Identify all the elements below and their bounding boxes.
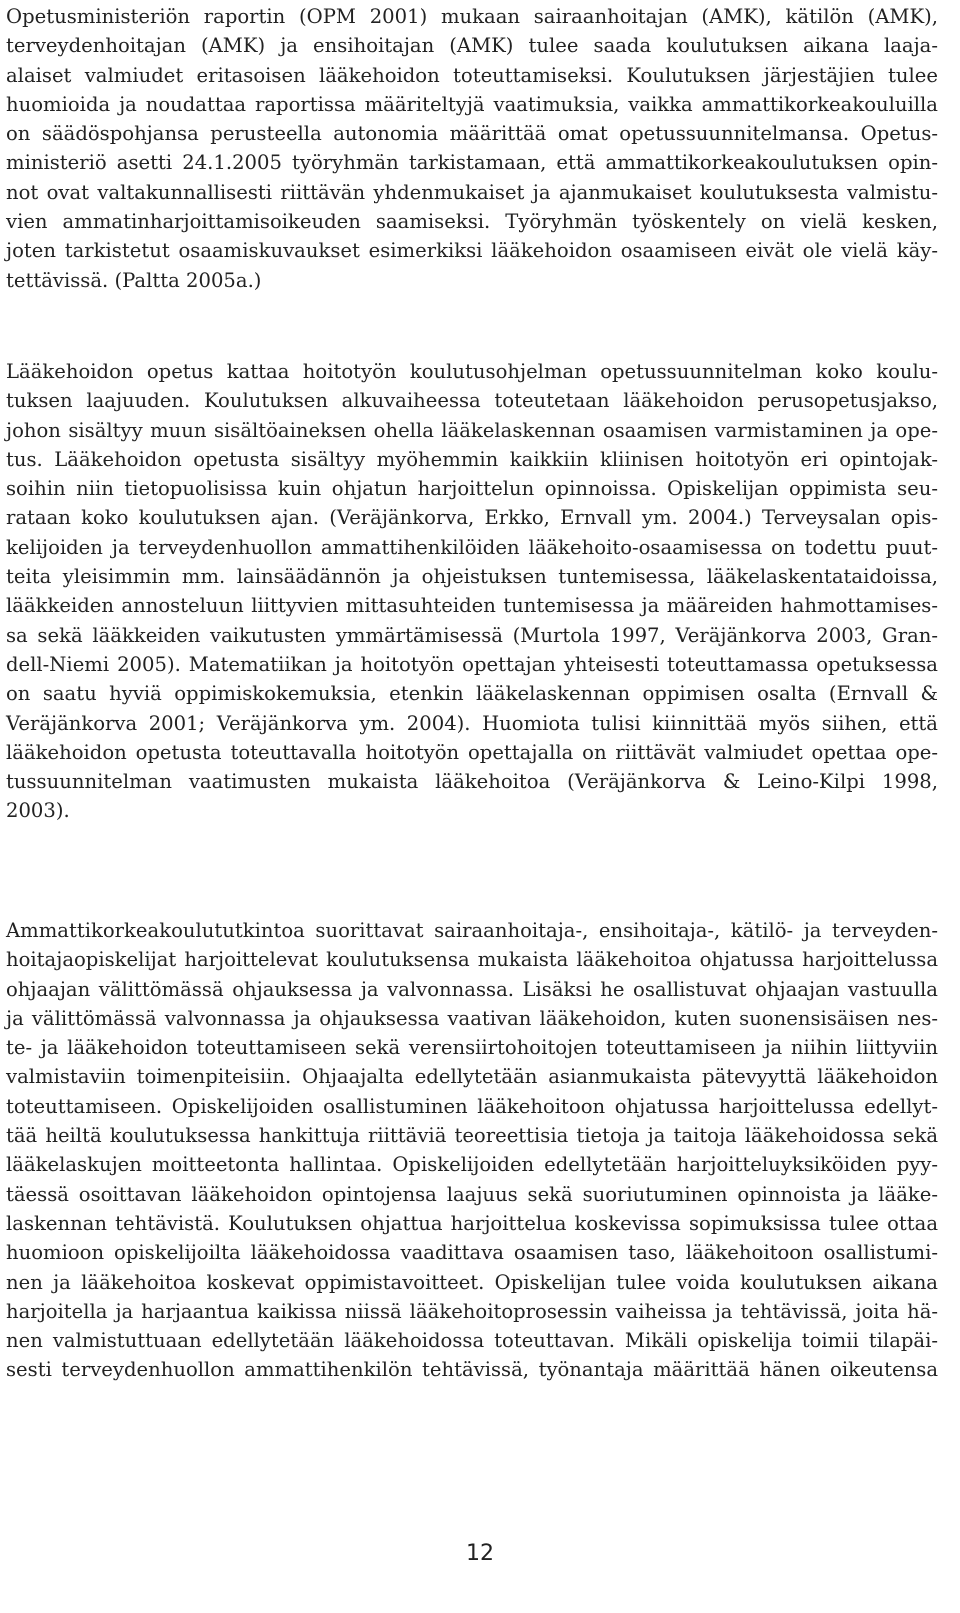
text-line: Ammattikorkeakoulututkintoa suorittavat sairaanhoitaja-, ensihoitaja-, kätilö- ja terveyden- [6, 919, 938, 942]
text-line: lääkkeiden annosteluun liittyvien mittasuhteiden tuntemisessa ja määreiden hahmottamises- [6, 594, 938, 618]
text-line: Lääkehoidon opetus kattaa hoitotyön koulutusohjelman opetussuunnitelman koko koulu- [6, 360, 938, 383]
text-line: lääkelaskujen moitteetonta hallintaa. Opiskelijoiden edellytetään harjoitteluyksiköiden pyy- [6, 1153, 938, 1177]
text-line: johon sisältyy muun sisältöaineksen ohella lääkelaskennan osaamisen varmistaminen ja ope- [6, 418, 938, 442]
text-line: kelijoiden ja terveydenhuollon ammattihenkilöiden lääkehoito-osaamisessa on todettu puut- [6, 535, 938, 559]
text-line: huomioon opiskelijoilta lääkehoidossa vaadittava osaamisen taso, lääkehoitoon osallistumi- [6, 1241, 938, 1265]
text-line: ministeriö asetti 24.1.2005 työryhmän tarkistamaan, että ammattikorkeakoulutuksen opin- [6, 151, 938, 175]
text-line: te- ja lääkehoidon toteuttamiseen sekä verensiirtohoitojen toteuttamiseen ja niihin liittyviin [6, 1036, 938, 1060]
text-line: terveydenhoitajan (AMK) ja ensihoitajan (AMK) tulee saada koulutuksen aikana laaja- [6, 34, 938, 58]
text-line: harjoitella ja harjaantua kaikissa niissä lääkehoitoprosessin vaiheissa ja tehtävissä, joita hä- [6, 1299, 938, 1323]
text-line: teita yleisimmin mm. lainsäädännön ja ohjeistuksen tuntemisessa, lääkelaskentataidoissa, [6, 565, 938, 589]
text-line: on saatu hyviä oppimiskokemuksia, etenkin lääkelaskennan oppimisen osalta (Ernvall & [6, 682, 938, 706]
text-line: rataan koko koulutuksen ajan. (Veräjänkorva, Erkko, Ernvall ym. 2004.) Terveysalan opis- [6, 506, 938, 530]
text-line: tussuunnitelman vaatimusten mukaista lääkehoitoa (Veräjänkorva & Leino-Kilpi 1998, [6, 770, 938, 794]
text-line: on säädöspohjansa perusteella autonomia määrittää omat opetussuunnitelmansa. Opetus- [6, 122, 938, 146]
text-line: tää heiltä koulutuksessa hankittuja riittäviä teoreettisia tietoja ja taitoja lääkehoidossa sekä [6, 1124, 938, 1148]
text-line: tuksen laajuuden. Koulutuksen alkuvaiheessa toteutetaan lääkehoidon perusopetusjakso, [6, 389, 938, 413]
paragraph-3 [6, 916, 938, 1385]
page-number: 12 [466, 1541, 494, 1566]
text-line: huomioida ja noudattaa raportissa määriteltyjä vaatimuksia, vaikka ammattikorkeakouluilla [6, 92, 938, 116]
text-line: lääkehoidon opetusta toteuttavalla hoitotyön opettajalla on riittävät valmiudet opettaa ope- [6, 740, 938, 764]
text-line: Opetusministeriön raportin (OPM 2001) mukaan sairaanhoitajan (AMK), kätilön (AMK), [6, 5, 938, 28]
paragraph-2 [6, 357, 938, 826]
text-line: tettävissä. (Paltta 2005a.) [6, 268, 262, 292]
text-line: Veräjänkorva 2001; Veräjänkorva ym. 2004). Huomiota tulisi kiinnittää myös siihen, että [6, 711, 938, 735]
text-line: 2003). [6, 799, 70, 823]
text-line: täessä osoittavan lääkehoidon opintojensa laajuus sekä suoriutuminen opinnoista ja lääke- [6, 1182, 938, 1206]
text-line: nen ja lääkehoitoa koskevat oppimistavoitteet. Opiskelijan tulee voida koulutuksen aikana [6, 1270, 938, 1294]
text-line: laskennan tehtävistä. Koulutuksen ohjattua harjoittelua koskevissa sopimuksissa tulee ottaa [6, 1211, 938, 1235]
text-line: ja välittömässä valvonnassa ja ohjauksessa vaativan lääkehoidon, kuten suonensisäisen nes- [6, 1006, 938, 1030]
text-line: hoitajaopiskelijat harjoittelevat koulutuksensa mukaista lääkehoitoa ohjatussa harjoittelussa [6, 948, 938, 972]
text-line: ohjaajan välittömässä ohjauksessa ja valvonnassa. Lisäksi he osallistuvat ohjaajan vastuulla [6, 977, 938, 1001]
text-line: not ovat valtakunnallisesti riittävän yhdenmukaiset ja ajanmukaiset koulutuksesta valmistu- [6, 180, 938, 204]
text-line: toteuttamiseen. Opiskelijoiden osallistuminen lääkehoitoon ohjatussa harjoittelussa edellyt- [6, 1094, 938, 1118]
text-line: soihin niin tietopuolisissa kuin ohjatun harjoittelun opinnoissa. Opiskelijan oppimista seu- [6, 477, 938, 501]
text-line: joten tarkistetut osaamiskuvaukset esimerkiksi lääkehoidon osaamiseen eivät ole vielä käy- [6, 239, 938, 263]
text-line: sa sekä lääkkeiden vaikutusten ymmärtämisessä (Murtola 1997, Veräjänkorva 2003, Gran- [6, 623, 938, 647]
text-line: dell-Niemi 2005). Matematiikan ja hoitotyön opettajan yhteisesti toteuttamassa opetuksessa [6, 652, 938, 676]
text-line: nen valmistuttuaan edellytetään lääkehoidossa toteuttavan. Mikäli opiskelija toimii tilapäi- [6, 1329, 938, 1353]
text-line: vien ammatinharjoittamisoikeuden saamiseksi. Työryhmän työskentely on vielä kesken, [6, 210, 938, 234]
text-line: sesti terveydenhuollon ammattihenkilön tehtävissä, työnantaja määrittää hänen oikeutensa [6, 1358, 938, 1382]
text-line: valmistaviin toimenpiteisiin. Ohjaajalta edellytetään asianmukaista pätevyyttä lääkehoidon [6, 1065, 938, 1089]
text-line: tus. Lääkehoidon opetusta sisältyy myöhemmin kaikkiin kliinisen hoitotyön eri opintojak- [6, 447, 938, 471]
text-line: alaiset valmiudet eritasoisen lääkehoidon toteuttamiseksi. Koulutuksen järjestäjien tulee [6, 63, 938, 87]
paragraph-1 [6, 2, 938, 295]
